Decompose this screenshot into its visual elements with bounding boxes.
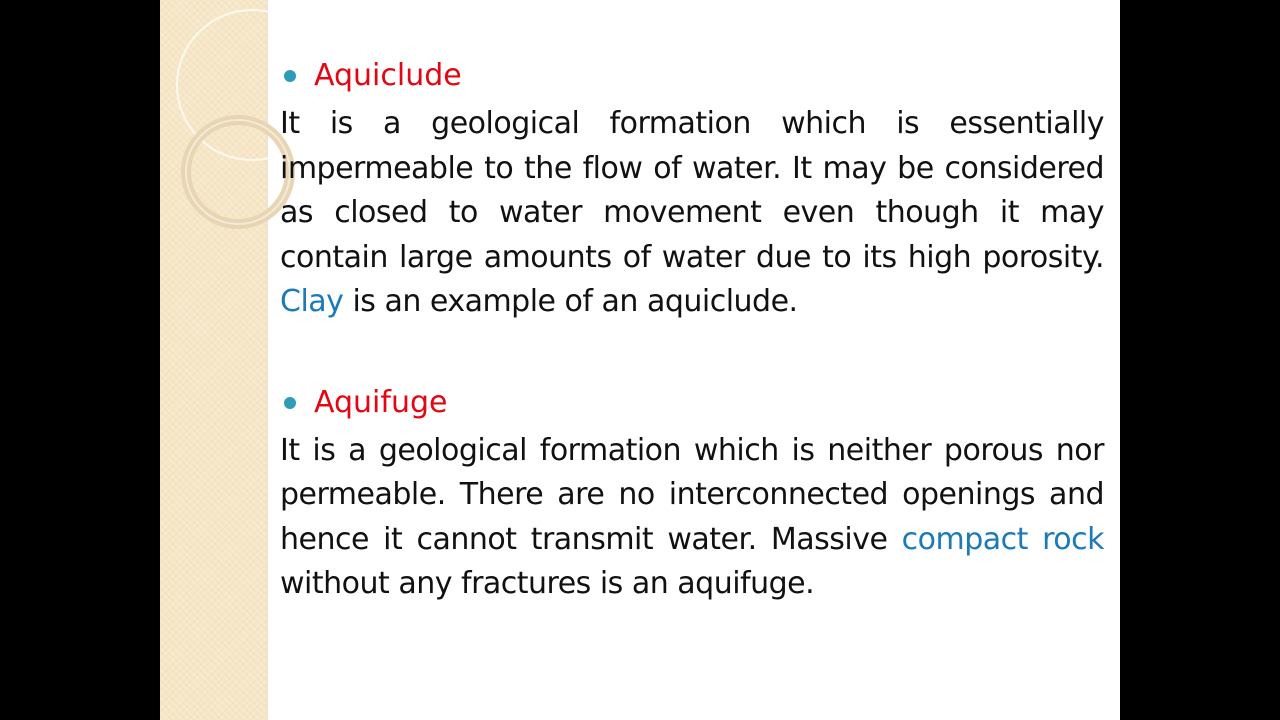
bullet-heading-row <box>280 50 1104 102</box>
decorative-side-panel <box>160 0 268 720</box>
bullet-heading-row <box>280 377 1104 429</box>
paragraph-text: is an example of an aquiclude. <box>343 284 798 319</box>
section-heading: Aquifuge <box>314 384 448 420</box>
section-paragraph <box>280 429 1104 607</box>
highlight-term: compact rock <box>901 521 1104 557</box>
aquiclude-section <box>280 50 1104 325</box>
paragraph-text: It is a geological formation which is essentially impermeable to the flow of water. It may be considered as closed to water movement even though it may contain large amounts of water due to its high porosity. <box>280 106 1104 275</box>
slide <box>160 0 1120 720</box>
aquifuge-section <box>280 377 1104 607</box>
highlight-term: Clay <box>280 284 344 319</box>
paragraph-text: without any fractures is an aquifuge. <box>280 566 815 601</box>
paragraph-text: It is a geological formation which is neither porous nor permeable. There are no interconnected openings and hence it cannot transmit water. Massive <box>280 432 1104 557</box>
bullet-icon <box>284 397 296 409</box>
bullet-icon <box>284 70 296 82</box>
slide-content <box>280 50 1104 607</box>
section-heading: Aquiclude <box>314 58 462 93</box>
section-paragraph <box>280 102 1104 325</box>
